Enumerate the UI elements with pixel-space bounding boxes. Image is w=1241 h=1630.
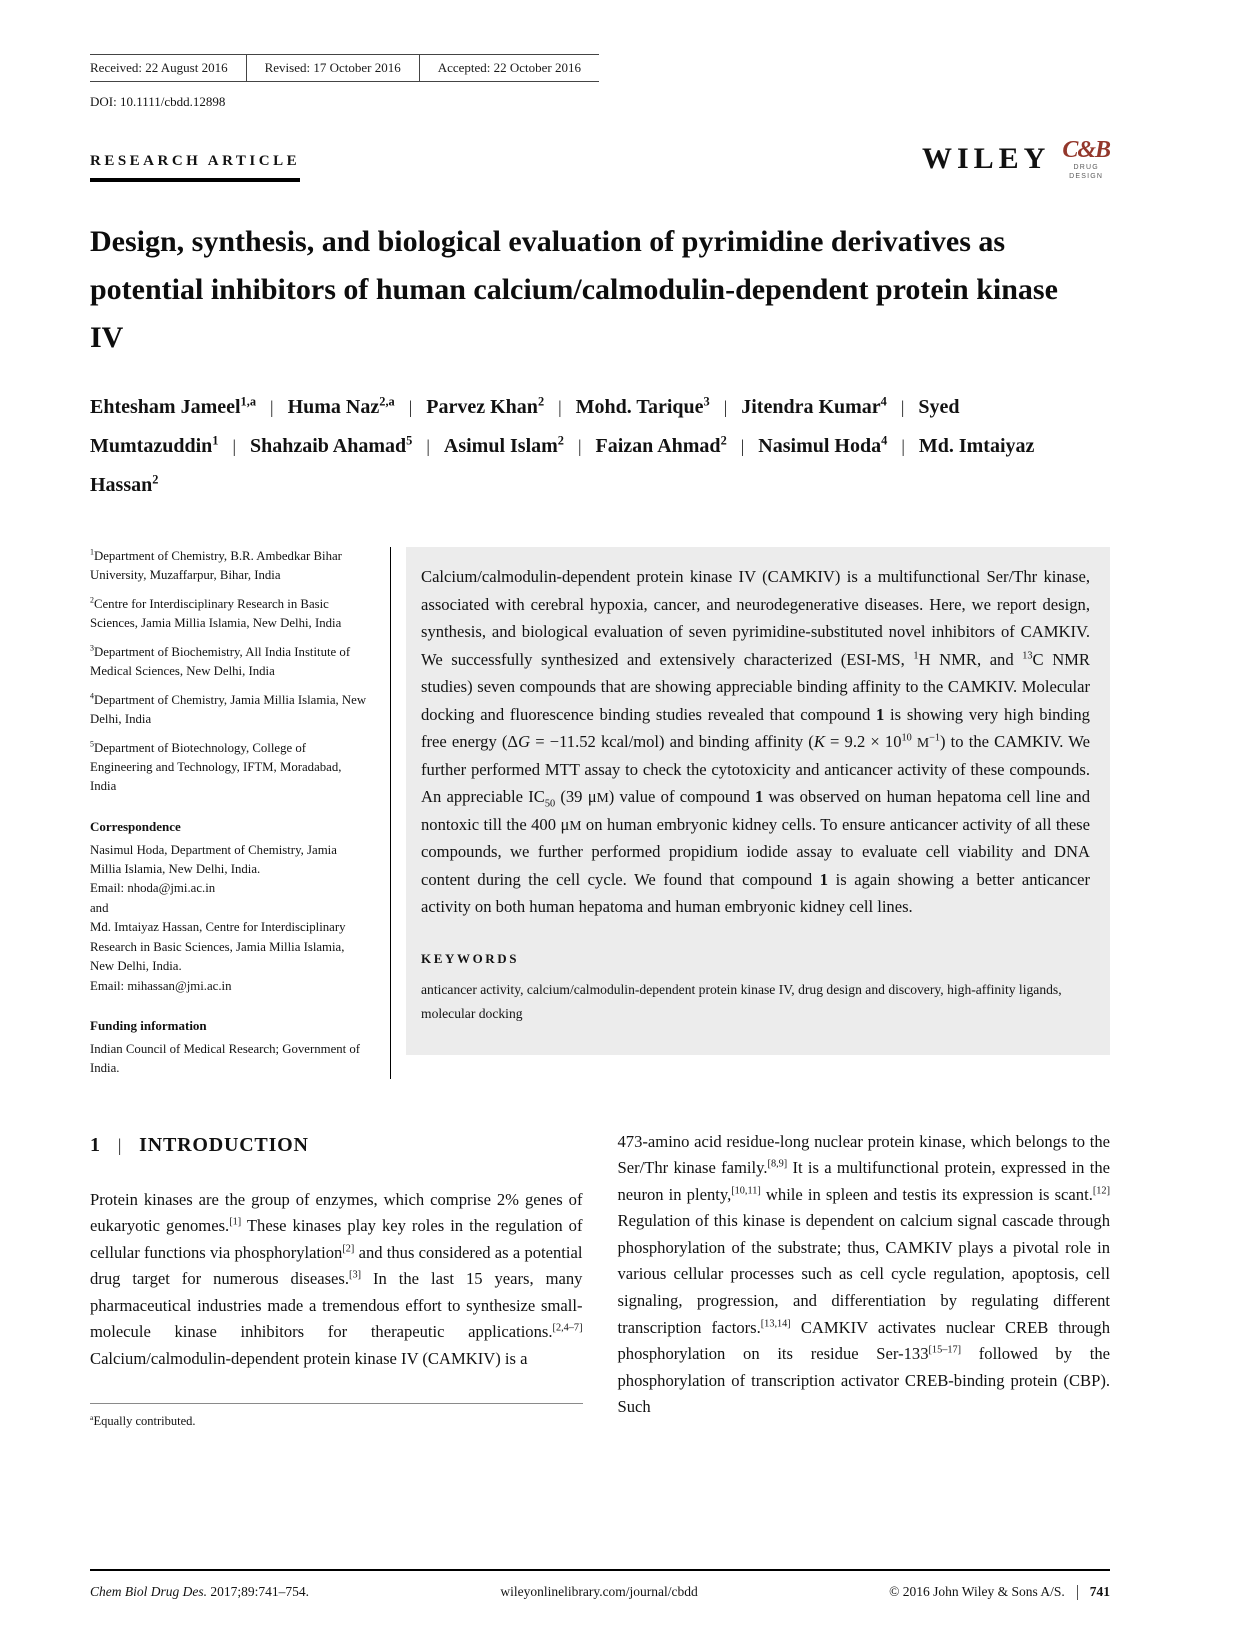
article-type-label: RESEARCH ARTICLE [90,153,300,182]
header-row [90,138,1110,182]
affiliation-item: $^3$Department of Biochemistry, All India Institute of Medical Sciences, New Delhi, India [90,643,351,679]
dates-bar [90,54,599,82]
journal-logo-text-line1: DRUG [1073,164,1099,171]
intro-left-paragraph: Protein kinases are the group of enzymes, which comprise 2% genes of eukaryotic genomes.[1] These kinases play key roles in the regulation of cellular functions via phosphorylation[2] and thus considered as a potential drug target for numerous diseases.[3] In the last 15 years, many pharmaceutical industries made a tremendous effort to synthesize small-molecule kinase inhibitors for therapeutic applications.[2,4–7] Calcium/calmodulin-dependent protein kinase IV (CAMKIV) is a [90,1189,583,1368]
footer-divider [1077,1585,1078,1600]
correspondence-line: Md. Imtaiyaz Hassan, Centre for Interdisciplinary Research in Basic Sciences, Jamia Millia Islamia, New Delhi, India. [90,920,346,974]
journal-logo-mark: C&B [1062,137,1110,163]
revised-date: Revised: 17 October 2016 [246,55,419,81]
keywords-heading: KEYWORDS [421,950,520,966]
body-left-column [90,1129,583,1431]
funding-heading: Funding information [90,1018,207,1034]
affiliation-item: $^4$Department of Chemistry, Jamia Millia Islamia, New Delhi, India [90,691,367,727]
body-right-column [618,1129,1111,1431]
paper-title: Design, synthesis, and biological evaluation of pyrimidine derivatives as potential inhibitors of human calcium/calmodulin-dependent protein kinase IV [90,225,1058,354]
keywords-block [421,951,1090,1027]
footer-copyright: © 2016 John Wiley & Sons A/S. [889,1584,1065,1599]
abstract-section [90,547,1110,1079]
journal-logo-text-line2: DESIGN [1069,173,1104,180]
correspondence-email: Email: nhoda@jmi.ac.in [90,881,216,896]
correspondence-line: Nasimul Hoda, Department of Chemistry, Jamia Millia Islamia, New Delhi, India. [90,842,337,876]
author-list: Ehtesham Jameel$^{1,a}$ | Huma Naz$^{2,a}$ | Parvez Khan$^2$ | Mohd. Tarique$^3$ | Jitendra Kumar$^4$ | Syed Mumtazuddin$^1$ | Shahzaib Ahamad$^5$ | Asimul Islam$^2$ | Faizan Ahmad$^2$ | Nasimul Hoda$^4$ | Md. Imtaiyaz Hassan$^2$ [90,394,1035,496]
publisher-brand [922,138,1110,182]
affiliation-item: $^1$Department of Chemistry, B.R. Ambedkar Bihar University, Muzaffarpur, Bihar, India [90,547,342,583]
footer-rule [90,1569,1110,1571]
footnote-text: $^a$Equally contributed. [90,1412,196,1428]
journal-logo [1062,138,1110,180]
footnote [90,1403,583,1431]
abstract-box [406,547,1110,1055]
footer-journal-url: wileyonlinelibrary.com/journal/cbdd [500,1584,698,1599]
doi: DOI: 10.1111/cbdd.12898 [90,94,226,109]
footer-citation: Chem Biol Drug Des. 2017;89:741–754. [90,1584,310,1599]
affiliations-column [90,547,390,1079]
affiliation-item: $^2$Centre for Interdisciplinary Research in Basic Sciences, Jamia Millia Islamia, New Delhi, India [90,595,342,631]
keywords-text: anticancer activity, calcium/calmodulin-dependent protein kinase IV, drug design and discovery, high-affinity ligands, molecular docking [421,981,1062,1022]
page-number: 741 [1089,1584,1110,1599]
funding-text: Indian Council of Medical Research; Government of India. [90,1041,361,1076]
affiliation-item: $^5$Department of Biotechnology, College of Engineering and Technology, IFTM, Moradabad, India [90,739,342,794]
footnote-separator [90,1403,583,1404]
correspondence-heading: Correspondence [90,818,181,834]
accepted-date: Accepted: 22 October 2016 [419,55,599,81]
page-footer [90,1569,1110,1600]
abstract-text: Calcium/calmodulin-dependent protein kinase IV (CAMKIV) is a multifunctional Ser/Thr kinase, associated with cerebral hypoxia, cancer, and neurodegenerative diseases. Here, we report design, synthesis, and biological evaluation of seven pyrimidine-substituted novel inhibitors of CAMKIV. We successfully synthesized and extensively characterized (ESI-MS, $^1$H NMR, and $^{13}$C NMR studies) seven compounds that are showing appreciable binding affinity to the CAMKIV. Molecular docking and fluorescence binding studies revealed that compound 1 is showing very high binding free energy (ΔG = −11.52 kcal/mol) and binding affinity ($K = 9.2 \times 10^{10}$ $M^{-1}$) to the CAMKIV. We further performed MTT assay to check the cytotoxicity and anticancer activity of these compounds. An appreciable $IC_{50}$ (39 μM) value of compound 1 was observed on human hepatoma cell line and nontoxic till the 400 μM on human embryonic kidney cells. To ensure anticancer activity of all these compounds, we further performed propidium iodide assay to evaluate cell viability and DNA content during the cell cycle. We found that compound 1 is again showing a better anticancer activity on both human hepatoma and human embryonic kidney cell lines. [421,567,1091,917]
abstract-column [390,547,1110,1079]
received-date: Received: 22 August 2016 [90,60,228,75]
section-heading-introduction: 1 | INTRODUCTION [90,1133,309,1156]
correspondence-line: and [90,900,109,915]
body-columns [90,1129,1110,1431]
correspondence-email: Email: mihassan@jmi.ac.in [90,978,232,993]
wiley-logo: WILEY [921,142,1051,175]
intro-right-paragraph: 473-amino acid residue-long nuclear protein kinase, which belongs to the Ser/Thr kinase family.[8,9] It is a multifunctional protein, expressed in the neuron in plenty,[10,11] while in spleen and testis its expression is scant.[12] Regulation of this kinase is dependent on calcium signal cascade through phosphorylation of the substrate; thus, CAMKIV plays a pivotal role in various cellular processes such as cell cycle regulation, apoptosis, cell signaling, progression, and differentiation by regulating different transcription factors.[13,14] CAMKIV activates nuclear CREB through phosphorylation on its residue Ser-133[15–17] followed by the phosphorylation of transcription activator CREB-binding protein (CBP). Such [617,1131,1111,1417]
